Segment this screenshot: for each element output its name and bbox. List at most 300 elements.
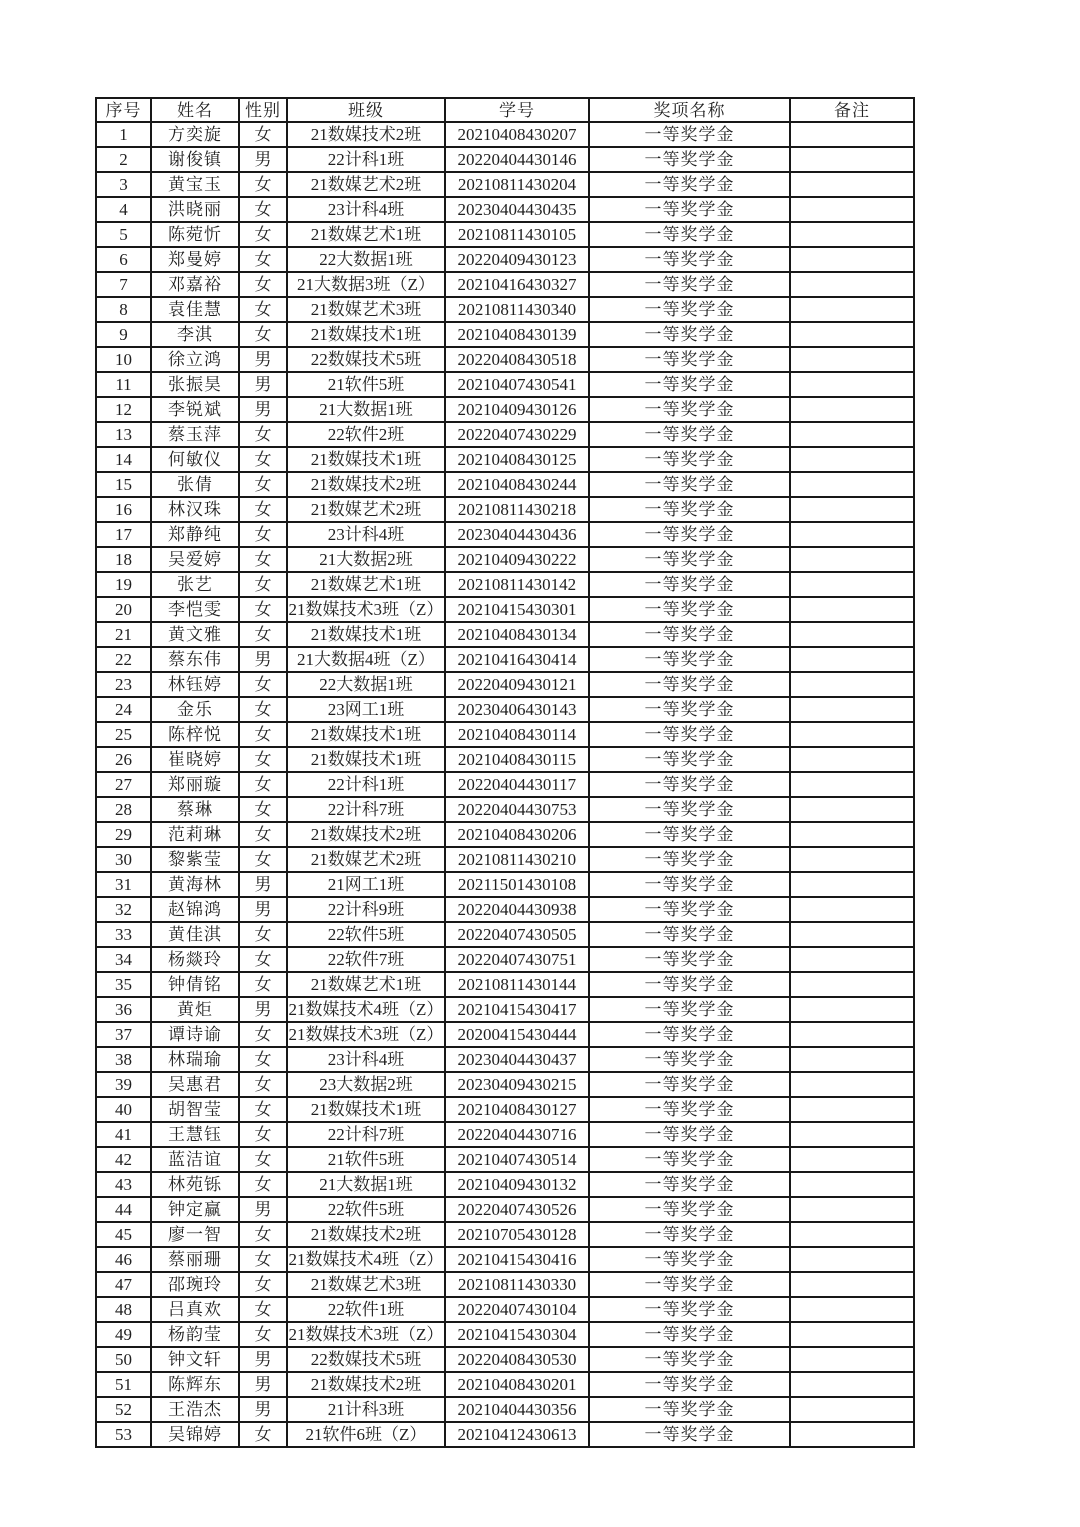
student-id-cell: 20210811430210 xyxy=(445,847,589,872)
student-id-cell: 20210416430414 xyxy=(445,647,589,672)
gender-cell: 男 xyxy=(239,1397,287,1422)
name-cell: 邵琬玲 xyxy=(151,1272,239,1297)
class-cell: 21数媒技术3班（Z） xyxy=(287,1022,445,1047)
student-id-cell: 20230409430215 xyxy=(445,1072,589,1097)
class-cell: 22大数据1班 xyxy=(287,247,445,272)
award-cell: 一等奖学金 xyxy=(589,147,790,172)
award-cell: 一等奖学金 xyxy=(589,447,790,472)
table-row xyxy=(96,372,914,397)
row-number-cell: 12 xyxy=(96,397,151,422)
table-row xyxy=(96,1347,914,1372)
name-cell: 陈梓悦 xyxy=(151,722,239,747)
name-cell: 李恺雯 xyxy=(151,597,239,622)
table-row xyxy=(96,197,914,222)
name-cell: 蔡玉萍 xyxy=(151,422,239,447)
class-cell: 21数媒艺术2班 xyxy=(287,172,445,197)
student-id-cell: 20210409430126 xyxy=(445,397,589,422)
student-id-cell: 20200415430444 xyxy=(445,1022,589,1047)
name-cell: 林苑铄 xyxy=(151,1172,239,1197)
class-cell: 21数媒技术1班 xyxy=(287,722,445,747)
student-id-cell: 20220407430526 xyxy=(445,1197,589,1222)
remark-cell xyxy=(790,747,914,772)
remark-cell xyxy=(790,1072,914,1097)
table-row xyxy=(96,647,914,672)
table-row xyxy=(96,797,914,822)
class-cell: 22软件5班 xyxy=(287,922,445,947)
remark-cell xyxy=(790,247,914,272)
name-cell: 蔡丽珊 xyxy=(151,1247,239,1272)
row-number-cell: 31 xyxy=(96,872,151,897)
table-row xyxy=(96,872,914,897)
student-id-cell: 20210404430356 xyxy=(445,1397,589,1422)
name-cell: 金乐 xyxy=(151,697,239,722)
class-cell: 21数媒技术1班 xyxy=(287,1097,445,1122)
class-cell: 21数媒艺术2班 xyxy=(287,847,445,872)
student-id-cell: 20230404430437 xyxy=(445,1047,589,1072)
name-cell: 蓝洁谊 xyxy=(151,1147,239,1172)
gender-cell: 女 xyxy=(239,747,287,772)
name-cell: 邓嘉裕 xyxy=(151,272,239,297)
name-cell: 林瑞瑜 xyxy=(151,1047,239,1072)
class-cell: 23计科4班 xyxy=(287,197,445,222)
student-id-cell: 20210407430514 xyxy=(445,1147,589,1172)
remark-cell xyxy=(790,447,914,472)
class-cell: 21数媒艺术2班 xyxy=(287,497,445,522)
table-row xyxy=(96,422,914,447)
name-cell: 吕真欢 xyxy=(151,1297,239,1322)
name-cell: 钟定赢 xyxy=(151,1197,239,1222)
row-number-cell: 10 xyxy=(96,347,151,372)
table-row xyxy=(96,222,914,247)
row-number-cell: 14 xyxy=(96,447,151,472)
table-row xyxy=(96,347,914,372)
row-number-cell: 15 xyxy=(96,472,151,497)
name-cell: 黄炬 xyxy=(151,997,239,1022)
header-student-id: 学号 xyxy=(445,98,589,122)
class-cell: 21计科3班 xyxy=(287,1397,445,1422)
table-row xyxy=(96,922,914,947)
table-row xyxy=(96,1147,914,1172)
name-cell: 徐立鸿 xyxy=(151,347,239,372)
gender-cell: 男 xyxy=(239,872,287,897)
award-cell: 一等奖学金 xyxy=(589,672,790,697)
remark-cell xyxy=(790,1047,914,1072)
class-cell: 22数媒技术5班 xyxy=(287,1347,445,1372)
gender-cell: 女 xyxy=(239,447,287,472)
class-cell: 22软件5班 xyxy=(287,1197,445,1222)
remark-cell xyxy=(790,1247,914,1272)
gender-cell: 女 xyxy=(239,822,287,847)
class-cell: 22软件1班 xyxy=(287,1297,445,1322)
header-gender: 性别 xyxy=(239,98,287,122)
row-number-cell: 30 xyxy=(96,847,151,872)
student-id-cell: 20210415430417 xyxy=(445,997,589,1022)
row-number-cell: 47 xyxy=(96,1272,151,1297)
table-row xyxy=(96,447,914,472)
row-number-cell: 42 xyxy=(96,1147,151,1172)
remark-cell xyxy=(790,822,914,847)
student-id-cell: 20210408430139 xyxy=(445,322,589,347)
gender-cell: 女 xyxy=(239,222,287,247)
row-number-cell: 20 xyxy=(96,597,151,622)
award-cell: 一等奖学金 xyxy=(589,1322,790,1347)
name-cell: 钟文轩 xyxy=(151,1347,239,1372)
remark-cell xyxy=(790,1322,914,1347)
class-cell: 21网工1班 xyxy=(287,872,445,897)
name-cell: 黎紫莹 xyxy=(151,847,239,872)
student-id-cell: 20210811430105 xyxy=(445,222,589,247)
name-cell: 何敏仪 xyxy=(151,447,239,472)
award-cell: 一等奖学金 xyxy=(589,347,790,372)
award-cell: 一等奖学金 xyxy=(589,1147,790,1172)
student-id-cell: 20211501430108 xyxy=(445,872,589,897)
class-cell: 21数媒技术4班（Z） xyxy=(287,1247,445,1272)
remark-cell xyxy=(790,1297,914,1322)
award-cell: 一等奖学金 xyxy=(589,1422,790,1447)
award-cell: 一等奖学金 xyxy=(589,797,790,822)
remark-cell xyxy=(790,197,914,222)
remark-cell xyxy=(790,1097,914,1122)
row-number-cell: 53 xyxy=(96,1422,151,1447)
row-number-cell: 27 xyxy=(96,772,151,797)
gender-cell: 女 xyxy=(239,297,287,322)
table-row xyxy=(96,322,914,347)
name-cell: 袁佳慧 xyxy=(151,297,239,322)
gender-cell: 女 xyxy=(239,1272,287,1297)
class-cell: 21数媒技术2班 xyxy=(287,1222,445,1247)
student-id-cell: 20210415430416 xyxy=(445,1247,589,1272)
award-cell: 一等奖学金 xyxy=(589,547,790,572)
gender-cell: 女 xyxy=(239,1122,287,1147)
remark-cell xyxy=(790,947,914,972)
remark-cell xyxy=(790,797,914,822)
student-id-cell: 20210408430201 xyxy=(445,1372,589,1397)
gender-cell: 女 xyxy=(239,1172,287,1197)
award-cell: 一等奖学金 xyxy=(589,422,790,447)
row-number-cell: 32 xyxy=(96,897,151,922)
table-row xyxy=(96,1397,914,1422)
name-cell: 谢俊镇 xyxy=(151,147,239,172)
gender-cell: 女 xyxy=(239,672,287,697)
table-row xyxy=(96,947,914,972)
remark-cell xyxy=(790,172,914,197)
student-id-cell: 20210415430304 xyxy=(445,1322,589,1347)
row-number-cell: 4 xyxy=(96,197,151,222)
table-row xyxy=(96,1247,914,1272)
remark-cell xyxy=(790,897,914,922)
class-cell: 21软件5班 xyxy=(287,372,445,397)
table-row xyxy=(96,772,914,797)
name-cell: 蔡东伟 xyxy=(151,647,239,672)
award-cell: 一等奖学金 xyxy=(589,472,790,497)
gender-cell: 男 xyxy=(239,897,287,922)
class-cell: 21软件5班 xyxy=(287,1147,445,1172)
remark-cell xyxy=(790,997,914,1022)
award-cell: 一等奖学金 xyxy=(589,497,790,522)
table-row xyxy=(96,1197,914,1222)
name-cell: 方奕旋 xyxy=(151,122,239,147)
row-number-cell: 45 xyxy=(96,1222,151,1247)
header-award: 奖项名称 xyxy=(589,98,790,122)
remark-cell xyxy=(790,1272,914,1297)
award-cell: 一等奖学金 xyxy=(589,597,790,622)
row-number-cell: 8 xyxy=(96,297,151,322)
table-row xyxy=(96,122,914,147)
gender-cell: 男 xyxy=(239,1347,287,1372)
award-cell: 一等奖学金 xyxy=(589,122,790,147)
header-remark: 备注 xyxy=(790,98,914,122)
name-cell: 林汉珠 xyxy=(151,497,239,522)
remark-cell xyxy=(790,1397,914,1422)
student-id-cell: 20210408430125 xyxy=(445,447,589,472)
row-number-cell: 29 xyxy=(96,822,151,847)
name-cell: 王慧钰 xyxy=(151,1122,239,1147)
gender-cell: 女 xyxy=(239,1097,287,1122)
gender-cell: 女 xyxy=(239,322,287,347)
table-row xyxy=(96,1422,914,1447)
remark-cell xyxy=(790,222,914,247)
table-row xyxy=(96,847,914,872)
name-cell: 郑曼婷 xyxy=(151,247,239,272)
award-cell: 一等奖学金 xyxy=(589,1347,790,1372)
class-cell: 23计科4班 xyxy=(287,1047,445,1072)
gender-cell: 女 xyxy=(239,697,287,722)
table-row xyxy=(96,472,914,497)
student-id-cell: 20210409430222 xyxy=(445,547,589,572)
table-row xyxy=(96,1297,914,1322)
award-cell: 一等奖学金 xyxy=(589,397,790,422)
row-number-cell: 13 xyxy=(96,422,151,447)
award-cell: 一等奖学金 xyxy=(589,522,790,547)
remark-cell xyxy=(790,922,914,947)
row-number-cell: 28 xyxy=(96,797,151,822)
class-cell: 21数媒技术2班 xyxy=(287,472,445,497)
class-cell: 21数媒技术4班（Z） xyxy=(287,997,445,1022)
gender-cell: 女 xyxy=(239,1247,287,1272)
class-cell: 22数媒技术5班 xyxy=(287,347,445,372)
student-id-cell: 20220407430229 xyxy=(445,422,589,447)
name-cell: 王浩杰 xyxy=(151,1397,239,1422)
award-cell: 一等奖学金 xyxy=(589,1397,790,1422)
remark-cell xyxy=(790,422,914,447)
table-row xyxy=(96,997,914,1022)
table-body xyxy=(96,122,914,1447)
remark-cell xyxy=(790,1222,914,1247)
student-id-cell: 20210408430134 xyxy=(445,622,589,647)
award-cell: 一等奖学金 xyxy=(589,747,790,772)
name-cell: 李锐斌 xyxy=(151,397,239,422)
remark-cell xyxy=(790,1147,914,1172)
name-cell: 郑丽璇 xyxy=(151,772,239,797)
gender-cell: 女 xyxy=(239,1047,287,1072)
class-cell: 22计科9班 xyxy=(287,897,445,922)
award-cell: 一等奖学金 xyxy=(589,1297,790,1322)
award-cell: 一等奖学金 xyxy=(589,1372,790,1397)
row-number-cell: 21 xyxy=(96,622,151,647)
student-id-cell: 20210408430206 xyxy=(445,822,589,847)
class-cell: 22计科1班 xyxy=(287,772,445,797)
student-id-cell: 20210811430142 xyxy=(445,572,589,597)
name-cell: 吴锦婷 xyxy=(151,1422,239,1447)
gender-cell: 男 xyxy=(239,647,287,672)
remark-cell xyxy=(790,1422,914,1447)
class-cell: 21大数据1班 xyxy=(287,1172,445,1197)
row-number-cell: 22 xyxy=(96,647,151,672)
student-id-cell: 20210408430207 xyxy=(445,122,589,147)
award-cell: 一等奖学金 xyxy=(589,1172,790,1197)
gender-cell: 女 xyxy=(239,272,287,297)
remark-cell xyxy=(790,497,914,522)
row-number-cell: 24 xyxy=(96,697,151,722)
award-cell: 一等奖学金 xyxy=(589,322,790,347)
gender-cell: 女 xyxy=(239,797,287,822)
class-cell: 21大数据1班 xyxy=(287,397,445,422)
class-cell: 21数媒技术1班 xyxy=(287,447,445,472)
gender-cell: 女 xyxy=(239,197,287,222)
gender-cell: 女 xyxy=(239,1322,287,1347)
class-cell: 21大数据2班 xyxy=(287,547,445,572)
row-number-cell: 19 xyxy=(96,572,151,597)
award-cell: 一等奖学金 xyxy=(589,222,790,247)
award-cell: 一等奖学金 xyxy=(589,172,790,197)
row-number-cell: 37 xyxy=(96,1022,151,1047)
name-cell: 洪晓丽 xyxy=(151,197,239,222)
gender-cell: 男 xyxy=(239,147,287,172)
table-row xyxy=(96,672,914,697)
name-cell: 吴惠君 xyxy=(151,1072,239,1097)
class-cell: 21数媒艺术1班 xyxy=(287,222,445,247)
remark-cell xyxy=(790,122,914,147)
row-number-cell: 17 xyxy=(96,522,151,547)
award-cell: 一等奖学金 xyxy=(589,697,790,722)
header-name: 姓名 xyxy=(151,98,239,122)
remark-cell xyxy=(790,547,914,572)
gender-cell: 女 xyxy=(239,622,287,647)
remark-cell xyxy=(790,597,914,622)
class-cell: 21软件6班（Z） xyxy=(287,1422,445,1447)
row-number-cell: 51 xyxy=(96,1372,151,1397)
table-row xyxy=(96,622,914,647)
award-cell: 一等奖学金 xyxy=(589,897,790,922)
award-cell: 一等奖学金 xyxy=(589,1072,790,1097)
class-cell: 21大数据3班（Z） xyxy=(287,272,445,297)
name-cell: 范莉琳 xyxy=(151,822,239,847)
remark-cell xyxy=(790,322,914,347)
award-cell: 一等奖学金 xyxy=(589,647,790,672)
table-row xyxy=(96,597,914,622)
award-cell: 一等奖学金 xyxy=(589,1022,790,1047)
class-cell: 21数媒艺术1班 xyxy=(287,972,445,997)
remark-cell xyxy=(790,1347,914,1372)
student-id-cell: 20220404430753 xyxy=(445,797,589,822)
student-id-cell: 20230406430143 xyxy=(445,697,589,722)
student-id-cell: 20210408430127 xyxy=(445,1097,589,1122)
row-number-cell: 18 xyxy=(96,547,151,572)
row-number-cell: 43 xyxy=(96,1172,151,1197)
gender-cell: 女 xyxy=(239,422,287,447)
gender-cell: 女 xyxy=(239,922,287,947)
gender-cell: 女 xyxy=(239,972,287,997)
remark-cell xyxy=(790,647,914,672)
row-number-cell: 5 xyxy=(96,222,151,247)
remark-cell xyxy=(790,872,914,897)
award-cell: 一等奖学金 xyxy=(589,272,790,297)
row-number-cell: 9 xyxy=(96,322,151,347)
class-cell: 21数媒技术3班（Z） xyxy=(287,1322,445,1347)
student-id-cell: 20220407430751 xyxy=(445,947,589,972)
table-row xyxy=(96,822,914,847)
table-row xyxy=(96,1022,914,1047)
row-number-cell: 38 xyxy=(96,1047,151,1072)
table-row xyxy=(96,1122,914,1147)
award-cell: 一等奖学金 xyxy=(589,1272,790,1297)
table-row xyxy=(96,897,914,922)
student-id-cell: 20210705430128 xyxy=(445,1222,589,1247)
gender-cell: 女 xyxy=(239,1422,287,1447)
student-id-cell: 20220404430146 xyxy=(445,147,589,172)
award-cell: 一等奖学金 xyxy=(589,972,790,997)
student-id-cell: 20210811430340 xyxy=(445,297,589,322)
remark-cell xyxy=(790,522,914,547)
class-cell: 21数媒技术1班 xyxy=(287,322,445,347)
remark-cell xyxy=(790,472,914,497)
student-id-cell: 20210811430144 xyxy=(445,972,589,997)
name-cell: 张艺 xyxy=(151,572,239,597)
class-cell: 21数媒技术2班 xyxy=(287,122,445,147)
gender-cell: 男 xyxy=(239,1197,287,1222)
row-number-cell: 46 xyxy=(96,1247,151,1272)
award-cell: 一等奖学金 xyxy=(589,1197,790,1222)
row-number-cell: 7 xyxy=(96,272,151,297)
gender-cell: 男 xyxy=(239,397,287,422)
award-cell: 一等奖学金 xyxy=(589,922,790,947)
student-id-cell: 20210408430244 xyxy=(445,472,589,497)
remark-cell xyxy=(790,272,914,297)
remark-cell xyxy=(790,372,914,397)
table-row xyxy=(96,147,914,172)
gender-cell: 男 xyxy=(239,372,287,397)
remark-cell xyxy=(790,672,914,697)
award-cell: 一等奖学金 xyxy=(589,622,790,647)
award-cell: 一等奖学金 xyxy=(589,197,790,222)
row-number-cell: 34 xyxy=(96,947,151,972)
class-cell: 23网工1班 xyxy=(287,697,445,722)
award-cell: 一等奖学金 xyxy=(589,372,790,397)
table-row xyxy=(96,1272,914,1297)
gender-cell: 女 xyxy=(239,472,287,497)
row-number-cell: 6 xyxy=(96,247,151,272)
row-number-cell: 40 xyxy=(96,1097,151,1122)
award-cell: 一等奖学金 xyxy=(589,997,790,1022)
class-cell: 21数媒艺术1班 xyxy=(287,572,445,597)
gender-cell: 女 xyxy=(239,1072,287,1097)
remark-cell xyxy=(790,847,914,872)
student-id-cell: 20210415430301 xyxy=(445,597,589,622)
table-row xyxy=(96,1097,914,1122)
student-id-cell: 20220408430530 xyxy=(445,1347,589,1372)
award-cell: 一等奖学金 xyxy=(589,247,790,272)
remark-cell xyxy=(790,972,914,997)
table-row xyxy=(96,522,914,547)
header-class: 班级 xyxy=(287,98,445,122)
gender-cell: 女 xyxy=(239,1297,287,1322)
gender-cell: 男 xyxy=(239,1372,287,1397)
table-row xyxy=(96,1172,914,1197)
name-cell: 廖一智 xyxy=(151,1222,239,1247)
row-number-cell: 48 xyxy=(96,1297,151,1322)
student-id-cell: 20210408430114 xyxy=(445,722,589,747)
student-id-cell: 20230404430436 xyxy=(445,522,589,547)
